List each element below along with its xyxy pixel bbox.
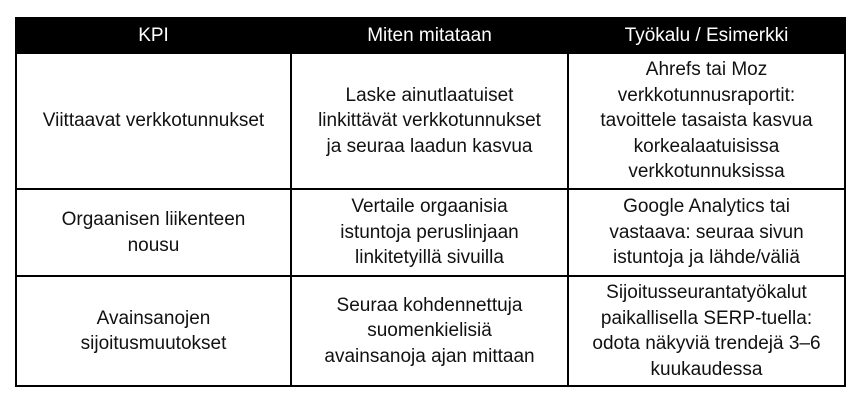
cell-line: Orgaanisen liikenteen	[61, 209, 246, 230]
cell-line: tavoittele tasaista kasvua	[600, 110, 813, 132]
cell-line: istuntoja ja lähde/väliä	[613, 247, 800, 269]
tool-cell	[568, 276, 845, 386]
cell-line: odota näkyviä trendejä 3–6	[592, 333, 821, 354]
cell-line: verkkotunnuksissa	[628, 161, 785, 183]
cell-line: Ahrefs tai Moz	[645, 59, 768, 81]
cell-line: sijoitusmuutokset	[80, 333, 227, 354]
table-row	[16, 276, 845, 386]
table-row	[16, 189, 845, 276]
how-cell	[291, 189, 568, 276]
cell-line: Seuraa kohdennettuja	[336, 294, 523, 316]
cell-line: Vertaile orgaanisia	[351, 196, 508, 218]
cell-line: nousu	[127, 234, 180, 256]
cell-line: linkittävät verkkotunnukset	[318, 110, 541, 132]
kpi-cell	[16, 276, 291, 386]
cell-line: paikallisella SERP-tuella:	[600, 307, 813, 329]
cell-line: Google Analytics tai	[623, 196, 790, 218]
cell-line: avainsanoja ajan mittaan	[324, 345, 535, 367]
kpi-cell	[16, 53, 291, 189]
cell-line: Viittaavat verkkotunnukset	[42, 110, 265, 132]
how-cell	[291, 276, 568, 386]
how-cell	[291, 53, 568, 189]
header-row	[16, 18, 845, 53]
tool-cell	[568, 53, 845, 189]
table-row	[16, 53, 845, 189]
header-how: Miten mitataan	[291, 18, 568, 53]
cell-line: suomenkielisiä	[367, 320, 492, 342]
cell-line: ja seuraa laadun kasvua	[326, 135, 533, 157]
kpi-cell	[16, 189, 291, 276]
cell-line: Avainsanojen	[96, 307, 211, 329]
header-tool: Työkalu / Esimerkki	[568, 18, 845, 53]
cell-line: linkitetyillä sivuilla	[355, 247, 504, 269]
cell-line: kuukaudessa	[650, 358, 763, 380]
kpi-table	[15, 17, 846, 387]
cell-line: korkealaatuisissa	[633, 135, 780, 157]
cell-line: vastaava: seuraa sivun	[609, 221, 804, 243]
cell-line: istuntoja peruslinjaan	[340, 221, 519, 243]
header-kpi: KPI	[16, 18, 291, 53]
tool-cell	[568, 189, 845, 276]
cell-line: Sijoitusseurantatyökalut	[606, 282, 807, 303]
cell-line: Laske ainutlaatuiset	[345, 84, 514, 106]
cell-line: verkkotunnusraportit:	[617, 84, 796, 106]
